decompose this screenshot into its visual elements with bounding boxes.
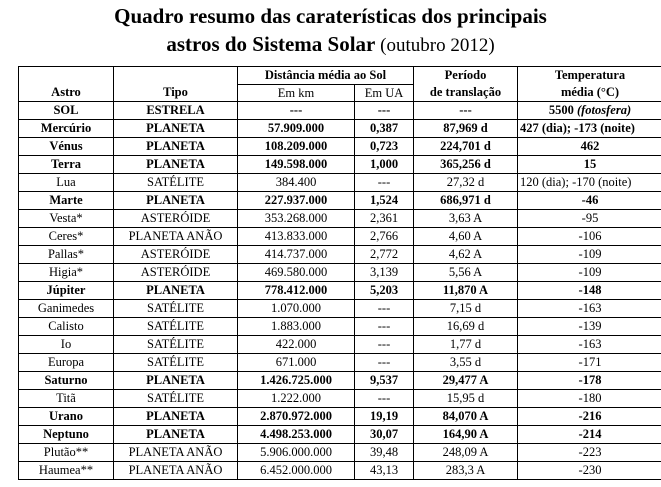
cell-tipo-text: ASTERÓIDE bbox=[140, 247, 211, 261]
cell-periodo bbox=[414, 390, 518, 408]
cell-ua bbox=[355, 228, 414, 246]
table-row bbox=[19, 336, 661, 354]
cell-temp-text: -171 bbox=[578, 355, 602, 369]
cell-periodo bbox=[414, 444, 518, 462]
cell-astro-text: Plutão** bbox=[43, 445, 89, 459]
cell-ua bbox=[355, 318, 414, 336]
cell-tipo bbox=[114, 318, 238, 336]
header-temperatura-line1: Temperatura bbox=[554, 68, 626, 82]
cell-km-text: 1.222.000 bbox=[271, 391, 321, 405]
cell-tipo-text: PLANETA bbox=[146, 373, 205, 387]
cell-km-text: 414.737.000 bbox=[264, 247, 328, 261]
cell-astro-text: Mercúrio bbox=[40, 121, 92, 135]
table-row bbox=[19, 174, 661, 192]
cell-astro bbox=[19, 462, 114, 480]
cell-astro bbox=[19, 228, 114, 246]
cell-ua-text: 19,19 bbox=[369, 409, 399, 423]
cell-tipo bbox=[114, 264, 238, 282]
cell-periodo bbox=[414, 426, 518, 444]
cell-tipo-text: PLANETA bbox=[146, 157, 205, 171]
cell-km bbox=[238, 246, 355, 264]
table-row bbox=[19, 300, 661, 318]
table-row bbox=[19, 192, 661, 210]
cell-km bbox=[238, 102, 355, 120]
cell-ua bbox=[355, 246, 414, 264]
cell-temp bbox=[518, 300, 661, 318]
cell-km bbox=[238, 390, 355, 408]
cell-ua bbox=[355, 282, 414, 300]
cell-astro-text: Júpiter bbox=[46, 283, 86, 297]
cell-periodo-text: --- bbox=[459, 103, 472, 117]
cell-km bbox=[238, 318, 355, 336]
table-row bbox=[19, 372, 661, 390]
table-row bbox=[19, 228, 661, 246]
cell-astro-text: Saturno bbox=[44, 373, 88, 387]
cell-astro-text: Io bbox=[60, 337, 72, 351]
cell-ua-text: 2,772 bbox=[369, 247, 399, 261]
table-row bbox=[19, 444, 661, 462]
cell-astro-text: Terra bbox=[50, 157, 82, 171]
cell-tipo bbox=[114, 228, 238, 246]
cell-km-text: 469.580.000 bbox=[264, 265, 328, 279]
cell-ua bbox=[355, 426, 414, 444]
cell-km bbox=[238, 210, 355, 228]
cell-periodo bbox=[414, 300, 518, 318]
cell-periodo bbox=[414, 264, 518, 282]
cell-tipo-text: PLANETA bbox=[146, 409, 205, 423]
cell-temp bbox=[518, 282, 661, 300]
cell-periodo-text: 16,69 d bbox=[446, 319, 485, 333]
cell-tipo bbox=[114, 336, 238, 354]
table-row bbox=[19, 156, 661, 174]
cell-astro bbox=[19, 120, 114, 138]
cell-astro-text: Higia* bbox=[48, 265, 84, 279]
table-row bbox=[19, 246, 661, 264]
cell-temp bbox=[518, 246, 661, 264]
cell-temp-text: 15 bbox=[583, 157, 597, 171]
cell-tipo-text: PLANETA ANÃO bbox=[128, 463, 223, 477]
cell-km bbox=[238, 372, 355, 390]
cell-km bbox=[238, 228, 355, 246]
cell-temp-text: -163 bbox=[578, 337, 602, 351]
cell-astro-text: Calisto bbox=[48, 319, 84, 333]
cell-km-text: 1.070.000 bbox=[271, 301, 321, 315]
cell-periodo-text: 4,60 A bbox=[448, 229, 483, 243]
cell-ua bbox=[355, 300, 414, 318]
cell-km-text: 671.000 bbox=[275, 355, 317, 369]
cell-ua bbox=[355, 192, 414, 210]
cell-temp bbox=[518, 156, 661, 174]
cell-astro-text: Ceres* bbox=[48, 229, 84, 243]
table-body bbox=[19, 102, 661, 480]
cell-km-text: 149.598.000 bbox=[264, 157, 328, 171]
cell-tipo-text: SATÉLITE bbox=[147, 301, 204, 315]
cell-periodo bbox=[414, 318, 518, 336]
header-temperatura-line2: média (°C) bbox=[560, 85, 620, 99]
table-row bbox=[19, 354, 661, 372]
cell-astro-text: Urano bbox=[48, 409, 84, 423]
cell-tipo-text: SATÉLITE bbox=[147, 391, 204, 405]
cell-temp-text: 427 (dia); -173 (noite) bbox=[520, 121, 635, 135]
cell-ua-text: --- bbox=[377, 301, 391, 315]
cell-tipo bbox=[114, 174, 238, 192]
cell-km bbox=[238, 336, 355, 354]
cell-temp-text: -46 bbox=[581, 193, 599, 207]
cell-ua-text: 1,524 bbox=[369, 193, 399, 207]
cell-ua-text: --- bbox=[377, 319, 391, 333]
cell-tipo-text: ASTERÓIDE bbox=[140, 265, 211, 279]
cell-ua-text: 30,07 bbox=[369, 427, 399, 441]
cell-km-text: 422.000 bbox=[275, 337, 317, 351]
table-row bbox=[19, 426, 661, 444]
cell-periodo-text: 3,63 A bbox=[448, 211, 483, 225]
cell-tipo bbox=[114, 210, 238, 228]
cell-periodo-text: 224,701 d bbox=[440, 139, 491, 153]
cell-km bbox=[238, 354, 355, 372]
cell-periodo bbox=[414, 408, 518, 426]
cell-ua bbox=[355, 210, 414, 228]
cell-temp bbox=[518, 120, 661, 138]
cell-astro bbox=[19, 264, 114, 282]
header-tipo: Tipo bbox=[114, 67, 238, 102]
cell-tipo bbox=[114, 282, 238, 300]
header-astro: Astro bbox=[19, 67, 114, 102]
cell-periodo-text: 29,477 A bbox=[442, 373, 489, 387]
cell-km bbox=[238, 174, 355, 192]
cell-astro bbox=[19, 408, 114, 426]
cell-km-text: 1.883.000 bbox=[271, 319, 321, 333]
cell-temp bbox=[518, 264, 661, 282]
cell-astro bbox=[19, 156, 114, 174]
cell-temp-text: -216 bbox=[578, 409, 602, 423]
header-periodo-line2: de translação bbox=[429, 85, 502, 99]
cell-km bbox=[238, 408, 355, 426]
cell-tipo bbox=[114, 408, 238, 426]
cell-astro bbox=[19, 282, 114, 300]
cell-tipo-text: PLANETA bbox=[146, 121, 205, 135]
cell-astro bbox=[19, 444, 114, 462]
cell-km-text: 6.452.000.000 bbox=[260, 463, 332, 477]
cell-ua bbox=[355, 102, 414, 120]
cell-temp bbox=[518, 426, 661, 444]
header-periodo-line1: Período bbox=[444, 68, 487, 82]
cell-ua-text: 0,387 bbox=[369, 121, 399, 135]
cell-ua-text: --- bbox=[377, 175, 391, 189]
table-row bbox=[19, 120, 661, 138]
cell-temp bbox=[518, 354, 661, 372]
cell-periodo-text: 15,95 d bbox=[446, 391, 485, 405]
cell-km-text: 353.268.000 bbox=[264, 211, 328, 225]
cell-periodo bbox=[414, 246, 518, 264]
cell-ua bbox=[355, 156, 414, 174]
cell-tipo-text: SATÉLITE bbox=[147, 175, 204, 189]
cell-periodo-text: 4,62 A bbox=[448, 247, 483, 261]
cell-temp bbox=[518, 372, 661, 390]
cell-astro bbox=[19, 426, 114, 444]
cell-astro-text: Marte bbox=[49, 193, 83, 207]
cell-km bbox=[238, 138, 355, 156]
cell-periodo-text: 164,90 A bbox=[442, 427, 489, 441]
solar-system-table bbox=[18, 66, 661, 480]
table-row bbox=[19, 264, 661, 282]
cell-astro bbox=[19, 102, 114, 120]
cell-km-text: 413.833.000 bbox=[264, 229, 328, 243]
cell-astro-text: Vesta* bbox=[49, 211, 83, 225]
cell-temp bbox=[518, 390, 661, 408]
table-row bbox=[19, 138, 661, 156]
cell-temp-text: -223 bbox=[578, 445, 602, 459]
cell-tipo-text: PLANETA ANÃO bbox=[128, 445, 223, 459]
cell-temp bbox=[518, 210, 661, 228]
cell-ua bbox=[355, 120, 414, 138]
table-row bbox=[19, 462, 661, 480]
cell-tipo bbox=[114, 102, 238, 120]
cell-tipo bbox=[114, 156, 238, 174]
cell-periodo bbox=[414, 210, 518, 228]
cell-temp-text: 462 bbox=[580, 139, 600, 153]
cell-km bbox=[238, 192, 355, 210]
cell-astro bbox=[19, 318, 114, 336]
cell-temp-text: -178 bbox=[578, 373, 602, 387]
cell-ua-text: 39,48 bbox=[369, 445, 399, 459]
cell-temp-text: -109 bbox=[578, 265, 602, 279]
cell-ua-text: 1,000 bbox=[369, 157, 399, 171]
cell-temp bbox=[518, 138, 661, 156]
table-row bbox=[19, 318, 661, 336]
table-row bbox=[19, 408, 661, 426]
cell-tipo bbox=[114, 426, 238, 444]
cell-tipo-text: ASTERÓIDE bbox=[140, 211, 211, 225]
cell-tipo-text: SATÉLITE bbox=[147, 319, 204, 333]
cell-ua-text: 0,723 bbox=[369, 139, 399, 153]
cell-tipo-text: PLANETA bbox=[146, 427, 205, 441]
cell-periodo-text: 3,55 d bbox=[449, 355, 482, 369]
cell-km bbox=[238, 444, 355, 462]
cell-tipo-text: PLANETA bbox=[146, 193, 205, 207]
cell-ua bbox=[355, 336, 414, 354]
cell-temp-text: -148 bbox=[578, 283, 602, 297]
title-line-1: Quadro resumo das caraterísticas dos principais bbox=[114, 4, 547, 28]
cell-astro-text: Titã bbox=[56, 391, 76, 405]
cell-ua-text: 5,203 bbox=[369, 283, 399, 297]
cell-tipo bbox=[114, 444, 238, 462]
cell-tipo bbox=[114, 390, 238, 408]
cell-astro bbox=[19, 246, 114, 264]
cell-periodo bbox=[414, 354, 518, 372]
cell-temp-text: -230 bbox=[578, 463, 602, 477]
cell-tipo bbox=[114, 138, 238, 156]
cell-temp bbox=[518, 102, 661, 120]
cell-ua bbox=[355, 372, 414, 390]
cell-temp bbox=[518, 174, 661, 192]
cell-km-text: 778.412.000 bbox=[264, 283, 328, 297]
cell-km-text: 5.906.000.000 bbox=[260, 445, 332, 459]
cell-tipo-text: SATÉLITE bbox=[147, 355, 204, 369]
cell-ua-text: --- bbox=[377, 355, 391, 369]
cell-periodo-text: 7,15 d bbox=[449, 301, 482, 315]
cell-temp-text: -163 bbox=[578, 301, 602, 315]
title-line-2 bbox=[0, 30, 661, 60]
table-row bbox=[19, 390, 661, 408]
cell-temp bbox=[518, 336, 661, 354]
cell-astro bbox=[19, 354, 114, 372]
cell-astro-text: Europa bbox=[47, 355, 85, 369]
cell-periodo-text: 365,256 d bbox=[440, 157, 491, 171]
cell-tipo-text: ESTRELA bbox=[146, 103, 205, 117]
cell-periodo bbox=[414, 372, 518, 390]
document-title bbox=[0, 2, 661, 60]
cell-ua bbox=[355, 408, 414, 426]
cell-temp-text: -109 bbox=[578, 247, 602, 261]
cell-km bbox=[238, 300, 355, 318]
header-temperatura bbox=[518, 67, 661, 102]
cell-temp bbox=[518, 318, 661, 336]
cell-ua bbox=[355, 462, 414, 480]
cell-km-text: 108.209.000 bbox=[264, 139, 328, 153]
cell-tipo-text: SATÉLITE bbox=[147, 337, 204, 351]
cell-ua-text: --- bbox=[377, 391, 391, 405]
cell-periodo bbox=[414, 156, 518, 174]
cell-km-text: 2.870.972.000 bbox=[260, 409, 332, 423]
cell-periodo bbox=[414, 192, 518, 210]
title-line-2-date: (outubro 2012) bbox=[375, 35, 495, 56]
cell-ua bbox=[355, 264, 414, 282]
cell-temp-text: -180 bbox=[578, 391, 602, 405]
cell-astro-text: SOL bbox=[53, 103, 79, 117]
cell-periodo bbox=[414, 120, 518, 138]
cell-tipo-text: PLANETA bbox=[146, 283, 205, 297]
title-line-2-bold: astros do Sistema Solar bbox=[166, 32, 376, 56]
cell-temp-text: -214 bbox=[578, 427, 602, 441]
cell-tipo bbox=[114, 372, 238, 390]
cell-ua-text: 2,361 bbox=[369, 211, 399, 225]
cell-tipo bbox=[114, 192, 238, 210]
cell-periodo-text: 84,070 A bbox=[442, 409, 489, 423]
cell-periodo-text: 27,32 d bbox=[446, 175, 485, 189]
cell-km-text: 384.400 bbox=[275, 175, 317, 189]
cell-km bbox=[238, 426, 355, 444]
cell-km bbox=[238, 462, 355, 480]
cell-periodo-text: 283,3 A bbox=[445, 463, 486, 477]
cell-periodo-text: 686,971 d bbox=[440, 193, 491, 207]
cell-km bbox=[238, 156, 355, 174]
cell-ua bbox=[355, 444, 414, 462]
cell-astro bbox=[19, 174, 114, 192]
cell-periodo-text: 11,870 A bbox=[442, 283, 489, 297]
cell-astro-text: Ganimedes bbox=[37, 301, 95, 315]
cell-tipo bbox=[114, 462, 238, 480]
cell-tipo-text: PLANETA ANÃO bbox=[128, 229, 223, 243]
cell-astro bbox=[19, 372, 114, 390]
cell-ua-text: --- bbox=[377, 337, 391, 351]
header-em-km: Em km bbox=[238, 85, 355, 102]
cell-ua-text: 9,537 bbox=[369, 373, 399, 387]
cell-temp bbox=[518, 192, 661, 210]
cell-km-text: 4.498.253.000 bbox=[260, 427, 332, 441]
cell-astro-text: Neptuno bbox=[43, 427, 89, 441]
cell-periodo bbox=[414, 228, 518, 246]
cell-periodo bbox=[414, 102, 518, 120]
cell-astro bbox=[19, 138, 114, 156]
cell-periodo-text: 1,77 d bbox=[449, 337, 482, 351]
cell-periodo-text: 87,969 d bbox=[443, 121, 488, 135]
cell-temp-text: -95 bbox=[581, 211, 599, 225]
cell-km bbox=[238, 264, 355, 282]
cell-temp-text: -106 bbox=[578, 229, 602, 243]
cell-astro-text: Haumea** bbox=[38, 463, 94, 477]
cell-ua-text: 3,139 bbox=[369, 265, 399, 279]
cell-temp bbox=[518, 228, 661, 246]
cell-ua-text: --- bbox=[377, 103, 391, 117]
cell-km-text: 57.909.000 bbox=[267, 121, 325, 135]
cell-ua-text: 2,766 bbox=[369, 229, 399, 243]
table-row bbox=[19, 210, 661, 228]
cell-km bbox=[238, 282, 355, 300]
cell-temp-text: -139 bbox=[578, 319, 602, 333]
cell-ua bbox=[355, 354, 414, 372]
table-row bbox=[19, 102, 661, 120]
cell-temp bbox=[518, 462, 661, 480]
cell-astro bbox=[19, 300, 114, 318]
cell-periodo-text: 248,09 A bbox=[442, 445, 489, 459]
cell-periodo bbox=[414, 174, 518, 192]
cell-tipo bbox=[114, 300, 238, 318]
cell-astro-text: Vénus bbox=[49, 139, 83, 153]
header-periodo bbox=[414, 67, 518, 102]
cell-ua bbox=[355, 138, 414, 156]
cell-km bbox=[238, 120, 355, 138]
cell-periodo bbox=[414, 462, 518, 480]
cell-temp-text: 5500 bbox=[548, 103, 574, 117]
cell-ua bbox=[355, 390, 414, 408]
cell-km-text: 1.426.725.000 bbox=[260, 373, 332, 387]
cell-tipo bbox=[114, 246, 238, 264]
cell-temp bbox=[518, 408, 661, 426]
cell-astro bbox=[19, 192, 114, 210]
cell-temp-text: 120 (dia); -170 (noite) bbox=[520, 175, 632, 189]
cell-ua bbox=[355, 174, 414, 192]
cell-periodo bbox=[414, 282, 518, 300]
cell-astro bbox=[19, 390, 114, 408]
cell-periodo bbox=[414, 138, 518, 156]
cell-astro-text: Pallas* bbox=[47, 247, 85, 261]
table-row bbox=[19, 282, 661, 300]
cell-km-text: --- bbox=[289, 103, 303, 117]
cell-tipo bbox=[114, 120, 238, 138]
cell-astro bbox=[19, 210, 114, 228]
cell-astro bbox=[19, 336, 114, 354]
header-distancia: Distância média ao Sol bbox=[238, 67, 414, 85]
cell-ua-text: 43,13 bbox=[369, 463, 399, 477]
cell-temp-note: (fotosfera) bbox=[573, 103, 632, 117]
header-em-ua: Em UA bbox=[355, 85, 414, 102]
cell-tipo-text: PLANETA bbox=[146, 139, 205, 153]
cell-km-text: 227.937.000 bbox=[264, 193, 328, 207]
cell-temp bbox=[518, 444, 661, 462]
cell-astro-text: Lua bbox=[56, 175, 76, 189]
cell-periodo-text: 5,56 A bbox=[448, 265, 483, 279]
cell-periodo bbox=[414, 336, 518, 354]
cell-tipo bbox=[114, 354, 238, 372]
